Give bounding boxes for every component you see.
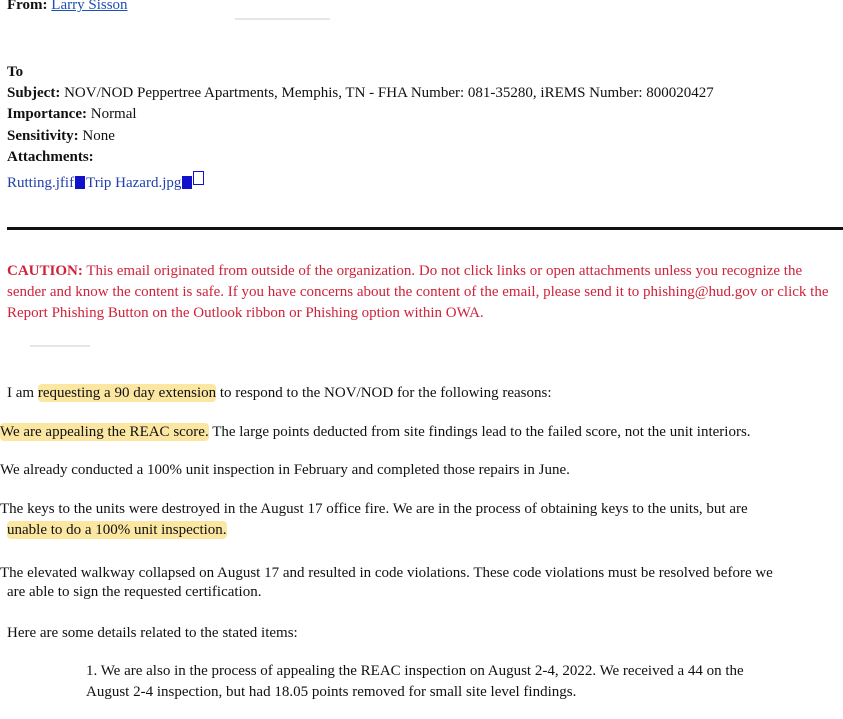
intro-text: I am — [7, 385, 38, 401]
attachments-row — [7, 149, 94, 166]
reason-3-line-2 — [7, 522, 227, 539]
sensitivity-label: Sensitivity: — [7, 128, 79, 144]
subject-label: Subject: — [7, 85, 61, 101]
intro-paragraph — [7, 385, 552, 402]
sensitivity-row — [7, 128, 115, 145]
subject-value: NOV/NOD Peppertree Apartments, Memphis, TN - FHA Number: 081-35280, iREMS Number: 800020427 — [64, 85, 714, 101]
details-intro — [7, 625, 298, 642]
to-label: To — [7, 64, 24, 80]
attachment-trip-hazard-link[interactable]: Trip Hazard.jpg — [86, 175, 182, 191]
from-sender-link[interactable]: Larry Sisson — [51, 0, 128, 13]
item-1-text: 1. We are also in the process of appealing the REAC inspection on August 2-4, 2022. We received a 44 on the — [86, 663, 744, 679]
reason-3-text: The keys to the units were destroyed in the August 17 office fire. We are in the process of obtaining keys to the units, but are — [0, 501, 748, 517]
importance-label: Importance: — [7, 106, 87, 122]
item-1-line-1 — [86, 663, 744, 680]
reason-3-highlight: unable to do a 100% unit inspection. — [7, 522, 227, 538]
header-divider — [7, 227, 843, 230]
details-intro-text: Here are some details related to the stated items: — [7, 625, 298, 641]
reason-1-text: The large points deducted from site findings lead to the failed score, not the unit interiors. — [208, 424, 751, 440]
caution-label: CAUTION: — [7, 263, 83, 279]
attachment-file-icon — [75, 176, 85, 189]
attachments-label: Attachments: — [7, 149, 94, 165]
sensitivity-value: None — [82, 128, 115, 144]
importance-value: Normal — [90, 106, 137, 122]
from-label: From: — [7, 0, 48, 13]
to-row — [7, 64, 23, 81]
reason-3-line-1 — [0, 501, 748, 518]
reason-4-line-1 — [0, 565, 773, 582]
attachment-file-icon — [193, 171, 204, 185]
intro-text: to respond to the NOV/NOD for the following reasons: — [216, 385, 552, 401]
item-1-line-2 — [86, 684, 576, 701]
attachment-rutting-link[interactable]: Rutting.jfif — [7, 175, 75, 191]
reason-2-text: We already conducted a 100% unit inspection in February and completed those repairs in June. — [0, 462, 570, 478]
redaction-smudge — [30, 345, 90, 347]
reason-1 — [0, 424, 751, 441]
caution-banner — [7, 261, 843, 324]
attachment-file-icon — [182, 176, 192, 189]
extension-highlight: requesting a 90 day extension — [37, 385, 217, 401]
item-1-text: August 2-4 inspection, but had 18.05 points removed for small site level findings. — [86, 684, 577, 700]
redaction-smudge — [235, 18, 330, 20]
subject-row — [7, 85, 714, 102]
reason-4-line-2 — [7, 584, 261, 601]
caution-text: This email originated from outside of the organization. Do not click links or open attachments unless you recognize the sender and know the content is safe. If you have concerns about the content of the email, please send it to phishing@hud.gov or click the Report Phishing Button on the Outlook ribbon or Phishing option within OWA. — [7, 263, 829, 321]
attachments-list — [7, 171, 204, 192]
from-row — [7, 0, 128, 14]
reason-4-text: are able to sign the requested certification. — [7, 584, 262, 600]
importance-row — [7, 106, 137, 123]
reason-1-highlight: We are appealing the REAC score. — [0, 424, 209, 440]
reason-2 — [0, 462, 570, 479]
reason-4-text: The elevated walkway collapsed on August 17 and resulted in code violations. These code violations must be resolved before we — [0, 565, 773, 581]
